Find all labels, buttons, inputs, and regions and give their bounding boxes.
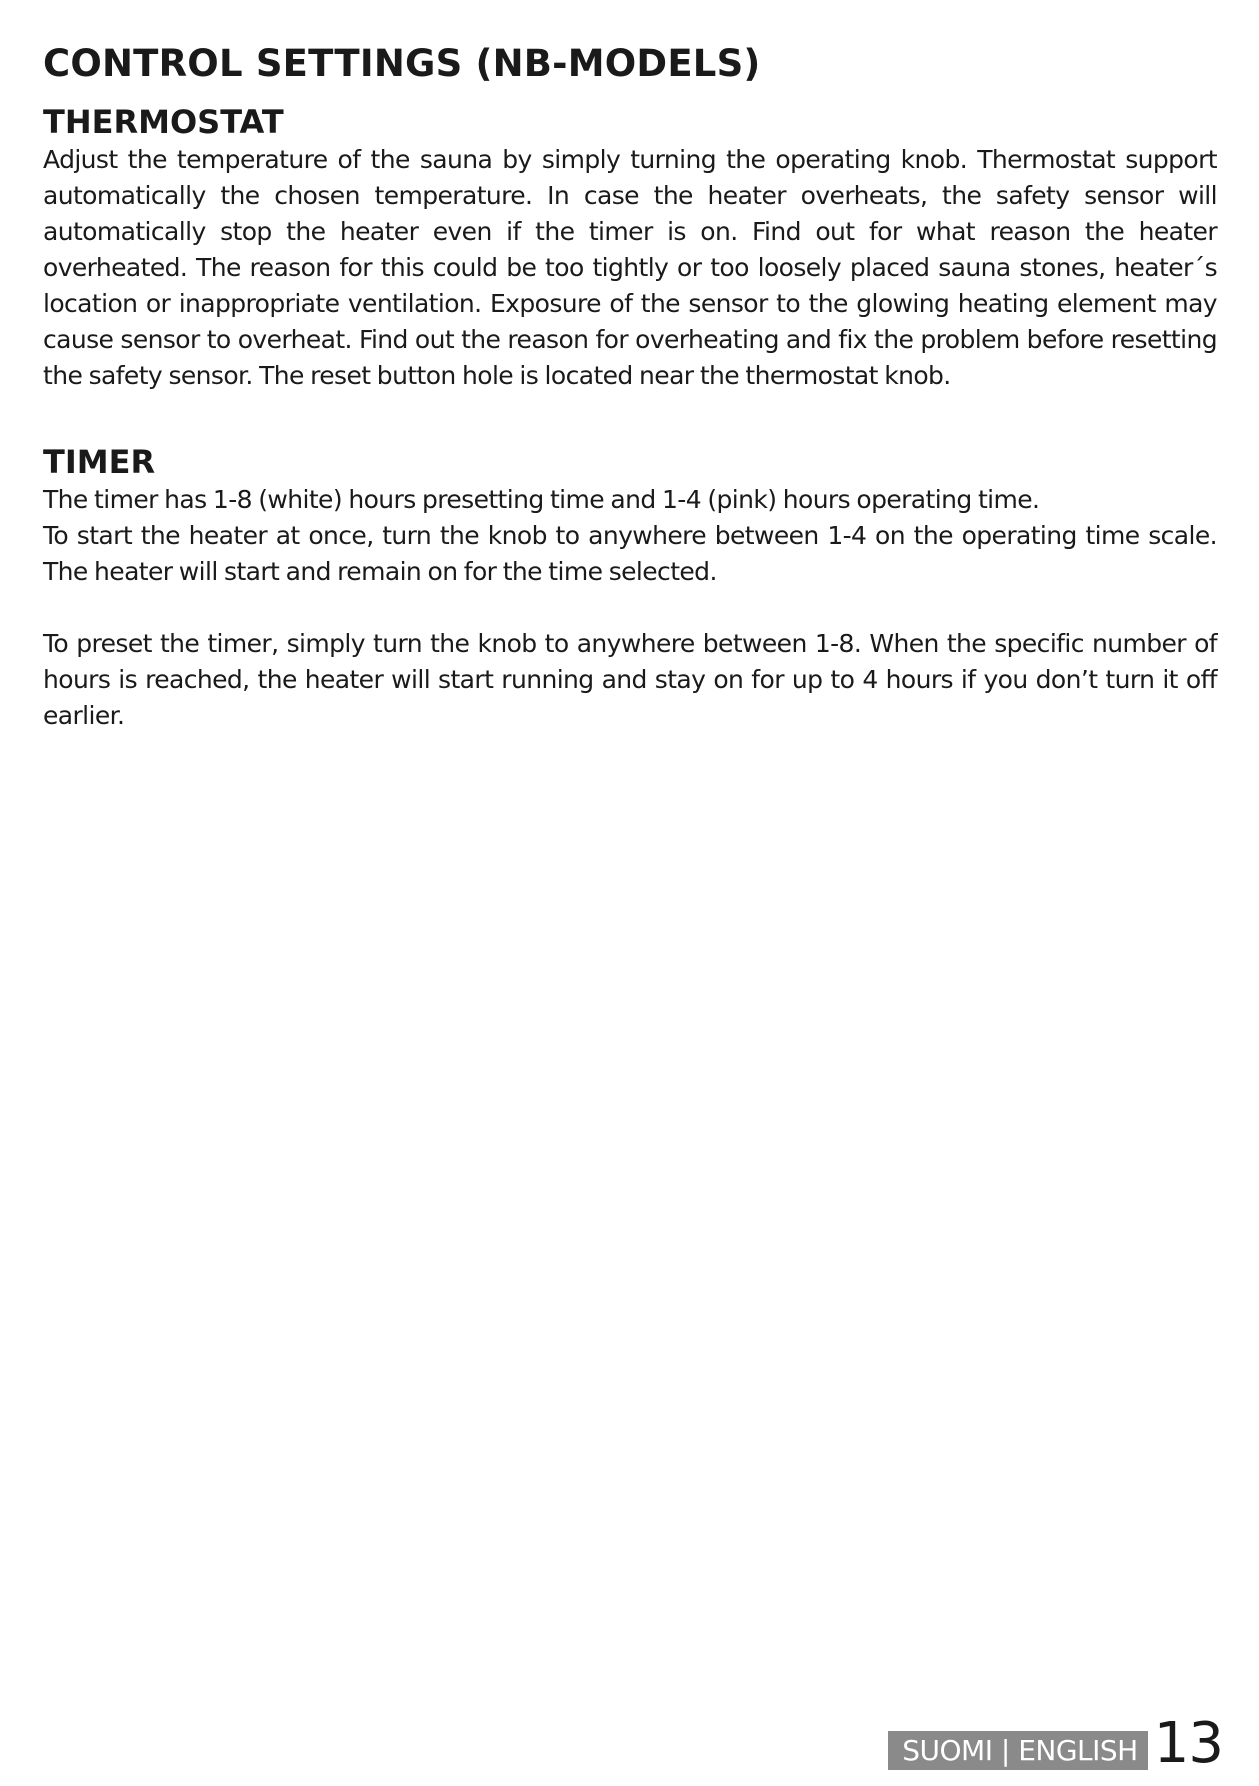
timer-heading: TIMER <box>43 443 156 481</box>
timer-preset-paragraph: To preset the timer, simply turn the knob to anywhere between 1-8. When the specific number of hours is reached, the heater will start running and stay on for up to 4 hours if you don’t turn it off earlier. <box>43 629 1217 730</box>
section-spacer <box>43 394 1217 442</box>
page-number: 13 <box>1153 1711 1223 1776</box>
timer-intro-line: The timer has 1-8 (white) hours presetting time and 1-4 (pink) hours operating time. <box>43 485 1040 514</box>
paragraph-spacer <box>43 590 1217 626</box>
thermostat-paragraph: Adjust the temperature of the sauna by simply turning the operating knob. Thermostat support automatically the chosen temperature. In case the heater overheats, the safety sensor will automatically stop the heater even if the timer is on. Find out for what reason the heater overheated. The reason for this could be too tightly or too loosely placed sauna stones, heater´s location or inappropriate ventilation. Exposure of the sensor to the glowing heating element may cause sensor to overheat. Find out the reason for overheating and fix the problem before resetting the safety sensor. The reset button hole is located near the thermostat knob. <box>43 145 1217 390</box>
page-footer <box>888 1711 1223 1776</box>
timer-start-paragraph: To start the heater at once, turn the knob to anywhere between 1-4 on the operating time scale. The heater will start and remain on for the time selected. <box>43 521 1217 586</box>
timer-section <box>43 442 1217 734</box>
thermostat-heading: THERMOSTAT <box>43 103 284 141</box>
language-label: SUOMI | ENGLISH <box>888 1731 1147 1770</box>
thermostat-section <box>43 102 1217 394</box>
page-title: CONTROL SETTINGS (NB-MODELS) <box>43 42 761 85</box>
document-page <box>43 40 1217 734</box>
